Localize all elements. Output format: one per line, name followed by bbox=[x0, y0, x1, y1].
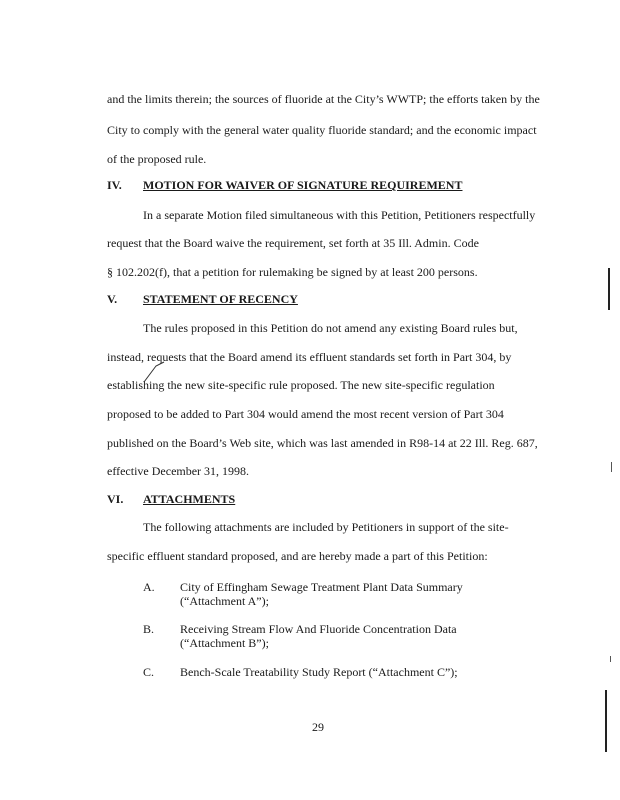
section-iv-line-2: request that the Board waive the requirement, set forth at 35 Ill. Admin. Code bbox=[107, 236, 479, 250]
section-v-line-5: published on the Board’s Web site, which was last amended in R98-14 at 22 Ill. Reg. 687, bbox=[107, 436, 538, 450]
attachment-b-line-2: (“Attachment B”); bbox=[180, 636, 269, 650]
attachment-a-letter: A. bbox=[143, 580, 155, 594]
intro-line-3: of the proposed rule. bbox=[107, 152, 207, 166]
margin-tick-1 bbox=[611, 462, 612, 472]
attachment-b-line-1: Receiving Stream Flow And Fluoride Concentration Data bbox=[180, 622, 457, 636]
section-v-line-3: establishing the new site-specific rule proposed. The new site-specific regulation bbox=[107, 378, 495, 392]
intro-line-1: and the limits therein; the sources of fluoride at the City’s WWTP; the efforts taken by the bbox=[107, 92, 540, 106]
page-number: 29 bbox=[312, 720, 324, 734]
section-v-line-6: effective December 31, 1998. bbox=[107, 464, 250, 478]
section-iv-line-1: In a separate Motion filed simultaneous with this Petition, Petitioners respectfully bbox=[143, 208, 536, 222]
attachment-b-letter: B. bbox=[143, 622, 155, 636]
intro-line-2: City to comply with the general water quality fluoride standard; and the economic impact bbox=[107, 123, 537, 137]
section-v-line-4: proposed to be added to Part 304 would amend the most recent version of Part 304 bbox=[107, 407, 504, 421]
section-v-number: V. bbox=[107, 292, 118, 306]
attachment-a-line-1: City of Effingham Sewage Treatment Plant Data Summary bbox=[180, 580, 463, 594]
section-iv-number: IV. bbox=[107, 178, 122, 192]
section-vi-title: ATTACHMENTS bbox=[143, 492, 236, 506]
margin-bar-lower bbox=[605, 690, 607, 752]
section-v-line-2: instead, requests that the Board amend its effluent standards set forth in Part 304, by bbox=[107, 350, 512, 364]
attachment-c-letter: C. bbox=[143, 665, 155, 679]
section-v-title: STATEMENT OF RECENCY bbox=[143, 292, 298, 306]
section-v-line-1: The rules proposed in this Petition do not amend any existing Board rules but, bbox=[143, 321, 518, 335]
section-vi-number: VI. bbox=[107, 492, 124, 506]
section-vi-line-2: specific effluent standard proposed, and are hereby made a part of this Petition: bbox=[107, 549, 488, 563]
handwritten-caret-mark bbox=[140, 358, 170, 386]
attachment-a-line-2: (“Attachment A”); bbox=[180, 594, 269, 608]
section-iv-line-3: § 102.202(f), that a petition for rulemaking be signed by at least 200 persons. bbox=[107, 265, 478, 279]
section-iv-title: MOTION FOR WAIVER OF SIGNATURE REQUIREMENT bbox=[143, 178, 463, 192]
attachment-c-line-1: Bench-Scale Treatability Study Report (“Attachment C”); bbox=[180, 665, 458, 679]
margin-tick-2 bbox=[610, 656, 611, 662]
margin-bar-upper bbox=[608, 268, 610, 310]
section-vi-line-1: The following attachments are included by Petitioners in support of the site- bbox=[143, 520, 509, 534]
